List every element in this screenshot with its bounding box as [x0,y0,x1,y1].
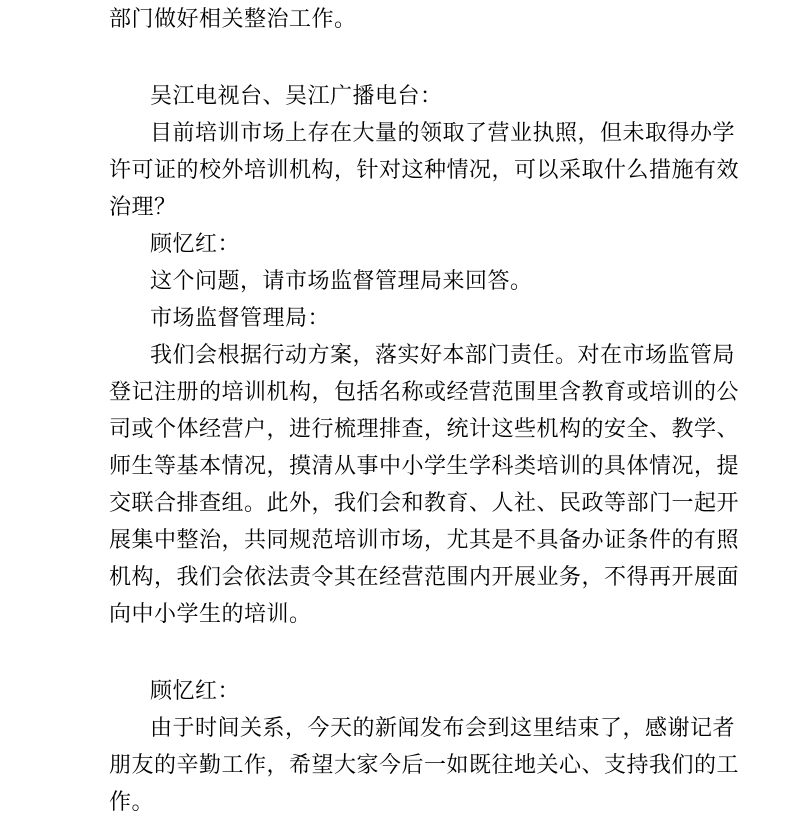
text-line: 我们会根据行动方案，落实好本部门责任。对在市场监管局 [150,343,736,368]
text-line: 登记注册的培训机构，包括名称或经营范围里含教育或培训的公 [109,380,740,405]
speaker-label: 顾忆红： [150,679,241,704]
speaker-label: 吴江电视台、吴江广播电台： [150,84,443,109]
text-line: 许可证的校外培训机构，针对这种情况，可以采取什么措施有效 [109,158,740,183]
text-line: 交联合排查组。此外，我们会和教育、人社、民政等部门一起开 [109,491,740,516]
text-line: 朋友的辛勤工作，希望大家今后一如既往地关心、支持我们的工 [109,753,740,778]
text-line: 部门做好相关整治工作。 [109,7,357,32]
text-line: 作。 [109,790,155,815]
text-line: 司或个体经营户，进行梳理排查，统计这些机构的安全、教学、 [109,417,740,442]
text-line: 师生等基本情况，摸清从事中小学生学科类培训的具体情况，提 [109,454,740,479]
text-line: 目前培训市场上存在大量的领取了营业执照，但未取得办学 [150,121,736,146]
speaker-label: 顾忆红： [150,232,241,257]
text-line: 治理？ [109,195,177,220]
text-line: 展集中整治，共同规范培训市场，尤其是不具备办证条件的有照 [109,528,740,553]
text-line: 向中小学生的培训。 [109,602,312,627]
speaker-label: 市场监督管理局： [150,306,331,331]
text-line: 机构，我们会依法责令其在经营范围内开展业务，不得再开展面 [109,565,740,590]
text-line: 由于时间关系，今天的新闻发布会到这里结束了，感谢记者 [150,716,736,741]
text-line: 这个问题，请市场监督管理局来回答。 [150,269,533,294]
